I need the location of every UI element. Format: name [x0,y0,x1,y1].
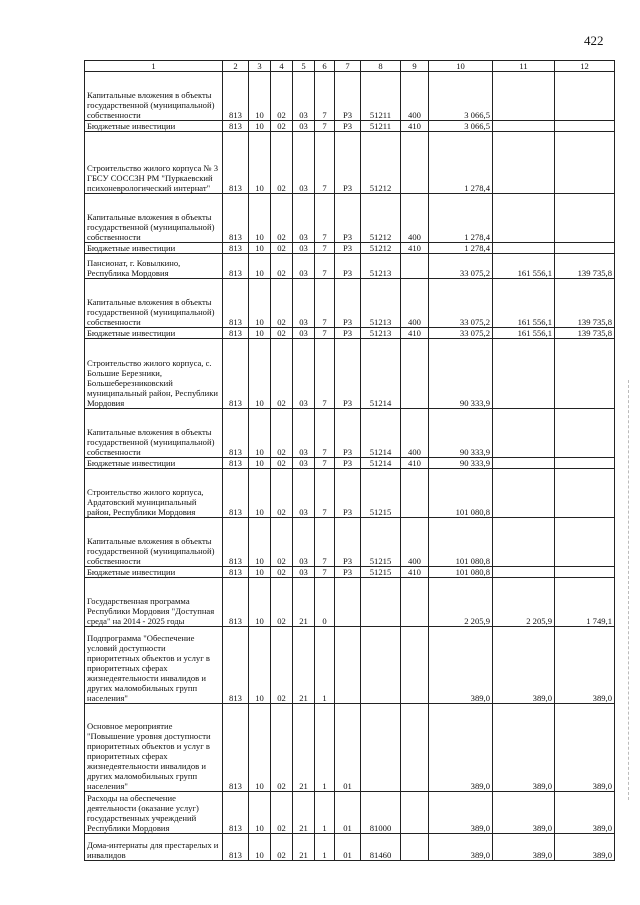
code-cell: 02 [271,567,293,578]
table-row [85,254,615,279]
code-cell: Р3 [335,339,361,409]
table-row [85,72,615,121]
code-cell: 813 [223,458,249,469]
amount-cell [493,194,555,243]
column-header: 2 [223,61,249,72]
code-cell: 51212 [361,243,401,254]
code-cell: 03 [293,254,315,279]
code-cell: 1 [315,834,335,861]
amount-cell [555,469,615,518]
code-cell: 813 [223,469,249,518]
amount-cell: 389,0 [493,792,555,834]
amount-cell: 2 205,9 [429,578,493,627]
code-cell: 7 [315,339,335,409]
amount-cell: 389,0 [429,792,493,834]
code-cell: 02 [271,243,293,254]
amount-cell: 1 749,1 [555,578,615,627]
code-cell: 7 [315,243,335,254]
table-row [85,834,615,861]
amount-cell: 161 556,1 [493,254,555,279]
column-header: 12 [555,61,615,72]
amount-cell: 1 278,4 [429,132,493,194]
code-cell: 03 [293,121,315,132]
amount-cell: 3 066,5 [429,72,493,121]
row-name-cell: Капитальные вложения в объекты государственной (муниципальной) собственности [85,279,223,328]
code-cell [401,627,429,704]
column-header: 10 [429,61,493,72]
amount-cell: 161 556,1 [493,328,555,339]
code-cell: 7 [315,132,335,194]
code-cell: 7 [315,254,335,279]
code-cell: Р3 [335,458,361,469]
row-name-cell: Расходы на обеспечение деятельности (оказание услуг) государственных учреждений Республики Мордовия [85,792,223,834]
code-cell: 10 [249,469,271,518]
code-cell: 7 [315,279,335,328]
amount-cell: 1 278,4 [429,243,493,254]
code-cell [401,469,429,518]
amount-cell: 139 735,8 [555,279,615,328]
table-row [85,627,615,704]
code-cell: 03 [293,72,315,121]
amount-cell: 33 075,2 [429,328,493,339]
code-cell: 10 [249,458,271,469]
code-cell: 410 [401,243,429,254]
amount-cell [555,243,615,254]
amount-cell [493,458,555,469]
amount-cell [555,567,615,578]
code-cell: 813 [223,243,249,254]
code-cell: 51213 [361,254,401,279]
code-cell: Р3 [335,518,361,567]
code-cell: Р3 [335,328,361,339]
amount-cell: 139 735,8 [555,328,615,339]
amount-cell [555,339,615,409]
code-cell [401,254,429,279]
amount-cell: 389,0 [555,704,615,792]
code-cell: 21 [293,792,315,834]
code-cell: 410 [401,567,429,578]
amount-cell: 2 205,9 [493,578,555,627]
code-cell: 10 [249,567,271,578]
code-cell: 410 [401,328,429,339]
amount-cell [493,567,555,578]
row-name-cell: Капитальные вложения в объекты государственной (муниципальной) собственности [85,518,223,567]
amount-cell: 389,0 [493,627,555,704]
code-cell [361,704,401,792]
amount-cell [555,458,615,469]
code-cell: 813 [223,704,249,792]
code-cell: 7 [315,72,335,121]
code-cell: 03 [293,518,315,567]
code-cell: 10 [249,254,271,279]
code-cell: 10 [249,792,271,834]
table-row [85,578,615,627]
code-cell: 1 [315,792,335,834]
code-cell: 51213 [361,279,401,328]
amount-cell: 101 080,8 [429,518,493,567]
code-cell [361,578,401,627]
code-cell [401,792,429,834]
code-cell: 21 [293,578,315,627]
code-cell: 813 [223,834,249,861]
code-cell: 02 [271,409,293,458]
code-cell: 813 [223,72,249,121]
code-cell: 813 [223,328,249,339]
amount-cell: 90 333,9 [429,339,493,409]
amount-cell: 90 333,9 [429,409,493,458]
code-cell [401,704,429,792]
code-cell: 02 [271,328,293,339]
code-cell: 7 [315,328,335,339]
row-name-cell: Бюджетные инвестиции [85,458,223,469]
code-cell: 03 [293,567,315,578]
code-cell: 51212 [361,194,401,243]
amount-cell: 101 080,8 [429,469,493,518]
code-cell [401,132,429,194]
code-cell: 02 [271,458,293,469]
code-cell: 813 [223,132,249,194]
code-cell: 10 [249,518,271,567]
code-cell: 02 [271,339,293,409]
code-cell: 7 [315,567,335,578]
code-cell: 03 [293,458,315,469]
amount-cell: 389,0 [555,834,615,861]
code-cell: 813 [223,194,249,243]
code-cell: 1 [315,627,335,704]
code-cell: 10 [249,578,271,627]
amount-cell: 90 333,9 [429,458,493,469]
code-cell: Р3 [335,243,361,254]
code-cell: 01 [335,834,361,861]
code-cell: Р3 [335,567,361,578]
code-cell: Р3 [335,409,361,458]
code-cell [335,627,361,704]
code-cell: Р3 [335,254,361,279]
row-name-cell: Бюджетные инвестиции [85,328,223,339]
amount-cell: 389,0 [493,704,555,792]
code-cell: 02 [271,194,293,243]
code-cell: 02 [271,627,293,704]
code-cell: 10 [249,704,271,792]
column-header: 5 [293,61,315,72]
column-header: 8 [361,61,401,72]
row-name-cell: Бюджетные инвестиции [85,567,223,578]
row-name-cell: Строительство жилого корпуса, Ардатовский муниципальный район, Республики Мордовия [85,469,223,518]
code-cell: Р3 [335,121,361,132]
amount-cell: 33 075,2 [429,279,493,328]
amount-cell [493,243,555,254]
code-cell: 21 [293,834,315,861]
table-row [85,567,615,578]
code-cell: 410 [401,458,429,469]
row-name-cell: Строительство жилого корпуса, с. Большие Березники, Большеберезниковский муниципальный район, Республики Мордовия [85,339,223,409]
code-cell: 81000 [361,792,401,834]
code-cell: 10 [249,243,271,254]
code-cell: 51212 [361,132,401,194]
column-header: 9 [401,61,429,72]
table-row [85,409,615,458]
code-cell: 02 [271,469,293,518]
code-cell: 03 [293,328,315,339]
amount-cell: 3 066,5 [429,121,493,132]
code-cell: 813 [223,518,249,567]
code-cell: 813 [223,627,249,704]
amount-cell: 389,0 [429,704,493,792]
code-cell [401,834,429,861]
code-cell: 1 [315,704,335,792]
code-cell: Р3 [335,469,361,518]
code-cell [401,339,429,409]
table-row [85,194,615,243]
code-cell: 813 [223,792,249,834]
code-cell: 03 [293,194,315,243]
code-cell: 10 [249,132,271,194]
code-cell: 02 [271,279,293,328]
code-cell: 10 [249,627,271,704]
table-row [85,469,615,518]
code-cell: 02 [271,132,293,194]
row-name-cell: Строительство жилого корпуса № 3 ГБСУ СОССЗН РМ "Пуркаевский психоневрологический интернат" [85,132,223,194]
code-cell: 400 [401,279,429,328]
code-cell: 813 [223,279,249,328]
code-cell: 10 [249,121,271,132]
code-cell: Р3 [335,194,361,243]
code-cell: 03 [293,279,315,328]
code-cell: 02 [271,121,293,132]
code-cell: 51214 [361,339,401,409]
amount-cell: 33 075,2 [429,254,493,279]
row-name-cell: Капитальные вложения в объекты государственной (муниципальной) собственности [85,72,223,121]
code-cell: 400 [401,409,429,458]
budget-table [84,60,615,861]
table-row [85,243,615,254]
code-cell: 400 [401,72,429,121]
margin-line [628,380,630,800]
row-name-cell: Государственная программа Республики Мордовия "Доступная среда" на 2014 - 2025 годы [85,578,223,627]
code-cell: 7 [315,409,335,458]
code-cell: 813 [223,121,249,132]
table-header-row [85,61,615,72]
code-cell: 7 [315,194,335,243]
row-name-cell: Основное мероприятие "Повышение уровня доступности приоритетных объектов и услуг в приоритетных сферах жизнедеятельности инвалидов и других маломобильных групп населения" [85,704,223,792]
amount-cell: 1 278,4 [429,194,493,243]
code-cell: 813 [223,254,249,279]
column-header: 6 [315,61,335,72]
code-cell: 02 [271,578,293,627]
code-cell: 21 [293,627,315,704]
code-cell: 51214 [361,409,401,458]
column-header: 3 [249,61,271,72]
amount-cell: 389,0 [493,834,555,861]
code-cell: 01 [335,792,361,834]
code-cell: 02 [271,704,293,792]
code-cell: 03 [293,469,315,518]
amount-cell: 389,0 [555,792,615,834]
code-cell: 7 [315,121,335,132]
table-row [85,132,615,194]
code-cell: 410 [401,121,429,132]
amount-cell [555,409,615,458]
code-cell [401,578,429,627]
page-number: 422 [584,33,604,48]
code-cell: 21 [293,704,315,792]
code-cell: 400 [401,518,429,567]
amount-cell [493,409,555,458]
code-cell: 51214 [361,458,401,469]
code-cell: 813 [223,578,249,627]
amount-cell [493,469,555,518]
code-cell: 0 [315,578,335,627]
code-cell: Р3 [335,279,361,328]
code-cell: 51213 [361,328,401,339]
code-cell: 7 [315,458,335,469]
code-cell: 10 [249,834,271,861]
row-name-cell: Пансионат, г. Ковылкино, Республика Мордовия [85,254,223,279]
amount-cell [493,339,555,409]
table-body [85,72,615,861]
amount-cell: 389,0 [429,627,493,704]
row-name-cell: Бюджетные инвестиции [85,121,223,132]
amount-cell [555,72,615,121]
row-name-cell: Капитальные вложения в объекты государственной (муниципальной) собственности [85,409,223,458]
amount-cell: 161 556,1 [493,279,555,328]
code-cell: 03 [293,409,315,458]
amount-cell [493,72,555,121]
amount-cell [555,194,615,243]
column-header: 4 [271,61,293,72]
amount-cell: 389,0 [555,627,615,704]
table-row [85,328,615,339]
code-cell: 01 [335,704,361,792]
code-cell: 10 [249,72,271,121]
code-cell: 03 [293,132,315,194]
code-cell: 02 [271,792,293,834]
code-cell: 400 [401,194,429,243]
code-cell: 813 [223,567,249,578]
code-cell: 02 [271,518,293,567]
code-cell [335,578,361,627]
code-cell: 51215 [361,567,401,578]
table-row [85,458,615,469]
code-cell: Р3 [335,132,361,194]
amount-cell: 101 080,8 [429,567,493,578]
code-cell: 02 [271,834,293,861]
table-row [85,121,615,132]
table-row [85,792,615,834]
code-cell: 51215 [361,469,401,518]
code-cell: Р3 [335,72,361,121]
amount-cell: 389,0 [429,834,493,861]
row-name-cell: Дома-интернаты для престарелых и инвалидов [85,834,223,861]
table-row [85,518,615,567]
code-cell: 81460 [361,834,401,861]
amount-cell [555,132,615,194]
code-cell: 51211 [361,121,401,132]
table-row [85,339,615,409]
code-cell: 10 [249,339,271,409]
code-cell: 10 [249,409,271,458]
code-cell: 10 [249,194,271,243]
code-cell: 03 [293,243,315,254]
row-name-cell: Подпрограмма "Обеспечение условий доступности приоритетных объектов и услуг в приоритетных сферах жизнедеятельности инвалидов и других маломобильных групп населения" [85,627,223,704]
amount-cell [493,121,555,132]
column-header: 1 [85,61,223,72]
code-cell: 813 [223,409,249,458]
code-cell: 10 [249,328,271,339]
row-name-cell: Капитальные вложения в объекты государственной (муниципальной) собственности [85,194,223,243]
column-header: 11 [493,61,555,72]
amount-cell: 139 735,8 [555,254,615,279]
column-header: 7 [335,61,361,72]
code-cell: 813 [223,339,249,409]
amount-cell [555,518,615,567]
code-cell: 10 [249,279,271,328]
amount-cell [493,518,555,567]
table-row [85,704,615,792]
table-row [85,279,615,328]
code-cell [361,627,401,704]
code-cell: 7 [315,469,335,518]
row-name-cell: Бюджетные инвестиции [85,243,223,254]
amount-cell [555,121,615,132]
amount-cell [493,132,555,194]
code-cell: 7 [315,518,335,567]
code-cell: 51211 [361,72,401,121]
code-cell: 51215 [361,518,401,567]
code-cell: 03 [293,339,315,409]
code-cell: 02 [271,72,293,121]
code-cell: 02 [271,254,293,279]
